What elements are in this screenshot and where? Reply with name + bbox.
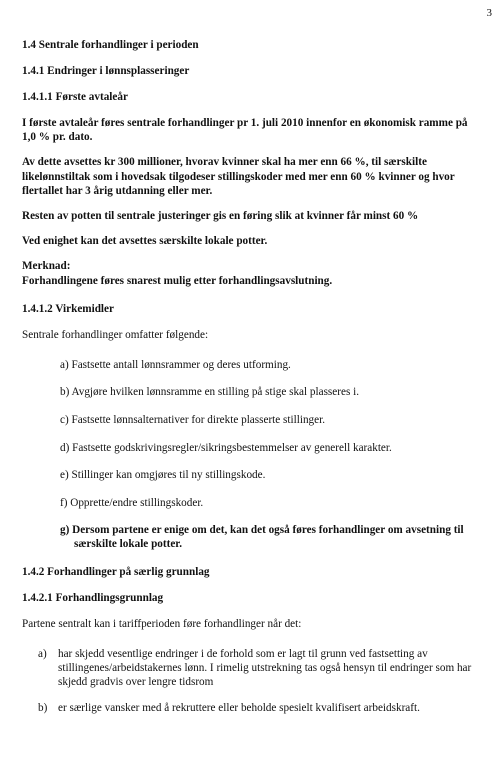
list-item: e) Stillinger kan omgjøres til ny stillingskode. <box>60 469 266 482</box>
list-item: d) Fastsette godskrivingsregler/sikringsbestemmelser av generell karakter. <box>60 441 392 454</box>
list-marker: a) <box>38 647 47 660</box>
list-item <box>22 647 484 689</box>
heading-1-4-1-1: 1.4.1.1 Første avtaleår <box>22 91 128 103</box>
note-block <box>22 259 484 287</box>
paragraph-remaining-pot: Resten av potten til sentrale justeringer gis en føring slik at kvinner får minst 60 % <box>22 210 419 223</box>
heading-1-4-2-1: 1.4.2.1 Forhandlingsgrunnlag <box>22 591 164 604</box>
note-text: Forhandlingene føres snarest mulig etter forhandlingsavslutning. <box>22 274 333 287</box>
heading-1-4-2: 1.4.2 Forhandlinger på særlig grunnlag <box>22 565 210 578</box>
document-body <box>22 38 484 727</box>
heading-1-4: 1.4 Sentrale forhandlinger i perioden <box>22 39 199 51</box>
grunnlag-list <box>22 647 484 715</box>
list-item-text: har skjedd vesentlige endringer i de forhold som er lagt til grunn ved fastsetting av stillingenes/arbeidstakernes lønn. I rimelig utstrekning tas også hensyn til endringer som har skjedd gradvis over lengre tidsrom <box>58 647 472 688</box>
page-number: 3 <box>486 7 492 19</box>
list-item <box>22 701 484 715</box>
paragraph-local-pots: Ved enighet kan det avsettes særskilte lokale potter. <box>22 235 268 248</box>
list-item: a) Fastsette antall lønnsrammer og deres utforming. <box>60 358 291 371</box>
note-label: Merknad: <box>22 260 71 273</box>
list-item: f) Opprette/endre stillingskoder. <box>60 496 204 509</box>
heading-1-4-1-2: 1.4.1.2 Virkemidler <box>22 302 114 315</box>
paragraph-equal-pay: Av dette avsettes kr 300 millioner, hvorav kvinner skal ha mer enn 66 %, til særskilte likelønnstiltak som i hovedsak tilgodeser stillingskoder med mer enn 60 % kvinner og hvor flertallet har 3 årig utdanning eller mer. <box>22 156 455 197</box>
list-marker: b) <box>38 701 48 714</box>
heading-1-4-1: 1.4.1 Endringer i lønnsplasseringer <box>22 65 190 77</box>
list-item: g) Dersom partene er enige om det, kan det også føres forhandlinger om avsetning til særskilte lokale potter. <box>60 524 464 551</box>
virkemidler-list <box>22 358 484 552</box>
grunnlag-intro: Partene sentralt kan i tariffperioden føre forhandlinger når det: <box>22 617 302 630</box>
paragraph-first-year: I første avtaleår føres sentrale forhandlinger pr 1. juli 2010 innenfor en økonomisk ramme på 1,0 % pr. dato. <box>22 117 468 144</box>
list-item: c) Fastsette lønnsalternativer for direkte plasserte stillinger. <box>60 414 325 427</box>
list-item-text: er særlige vansker med å rekruttere eller beholde spesielt kvalifisert arbeidskraft. <box>58 701 420 714</box>
list-item: b) Avgjøre hvilken lønnsramme en stilling på stige skal plasseres i. <box>60 386 360 399</box>
virkemidler-intro: Sentrale forhandlinger omfatter følgende: <box>22 328 209 341</box>
